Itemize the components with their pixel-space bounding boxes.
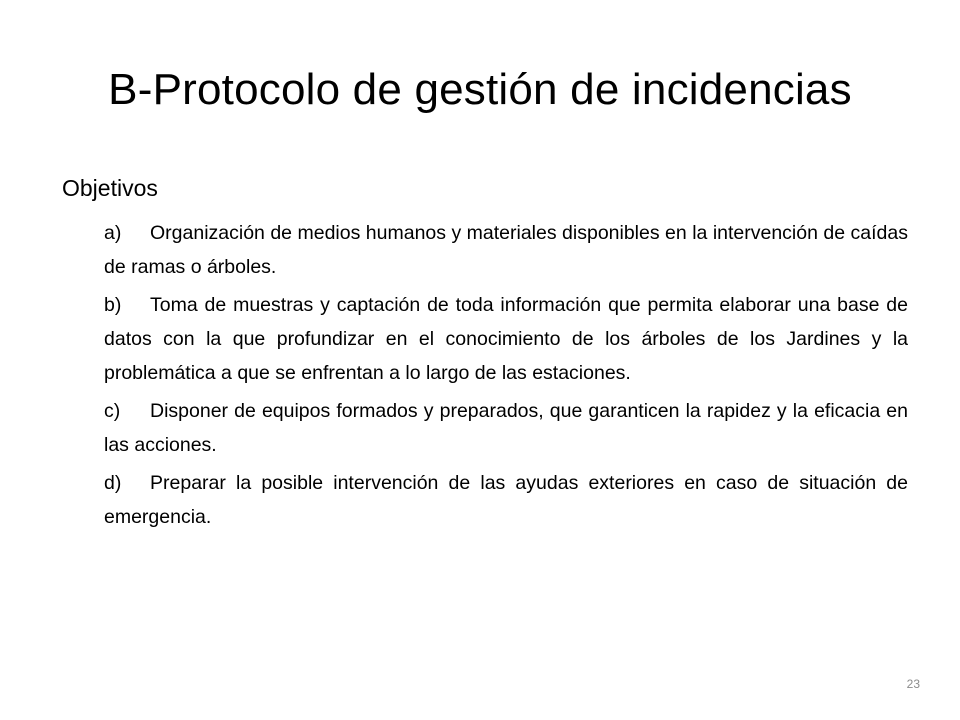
page-number: 23	[906, 677, 920, 691]
objective-text: Toma de muestras y captación de toda información que permita elaborar una base de datos con la que profundizar en el conocimiento de los árboles de los Jardines y la problemática a que se enfrentan a lo largo de las estaciones.	[104, 294, 908, 384]
objective-marker: a)	[104, 222, 122, 244]
objective-marker: d)	[104, 472, 122, 494]
objective-item-b	[104, 288, 908, 390]
objective-text: Organización de medios humanos y materiales disponibles en la intervención de caídas de ramas o árboles.	[104, 222, 908, 278]
slide-content	[62, 172, 908, 538]
objective-item-a	[104, 216, 908, 284]
objective-marker: c)	[104, 400, 121, 422]
objective-text: Preparar la posible intervención de las ayudas exteriores en caso de situación de emergencia.	[104, 472, 908, 528]
objective-marker: b)	[104, 294, 122, 316]
slide-title: B-Protocolo de gestión de incidencias	[108, 65, 852, 114]
objective-text: Disponer de equipos formados y preparados, que garanticen la rapidez y la eficacia en las acciones.	[104, 400, 908, 456]
objectives-list	[62, 216, 908, 534]
objective-item-d	[104, 466, 908, 534]
objective-item-c	[104, 394, 908, 462]
objectives-heading: Objetivos	[62, 175, 158, 201]
